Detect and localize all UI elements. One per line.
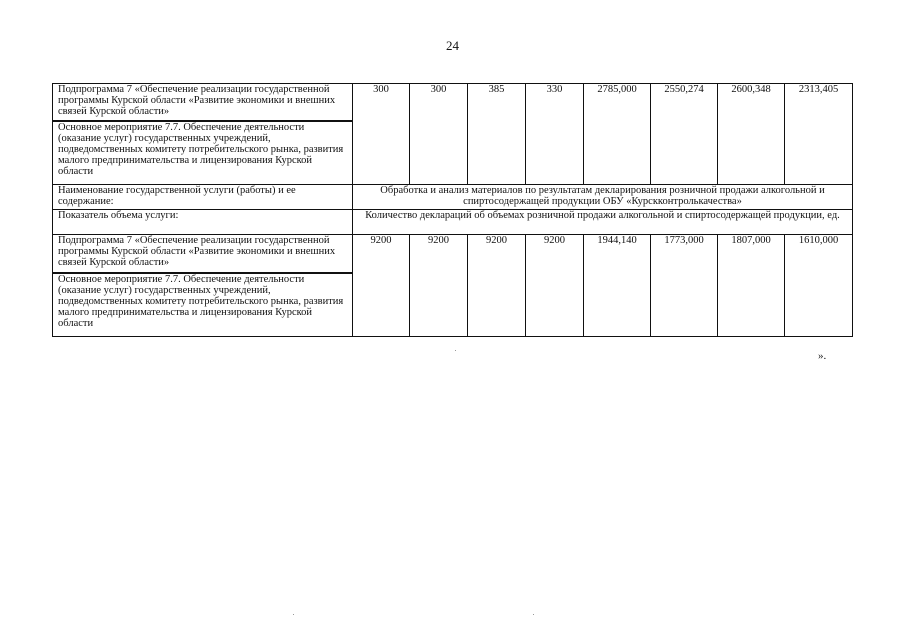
service-label: Наименование государственной услуги (работы) и ее содержание: [53, 185, 353, 210]
value-cell: 2785,000 [584, 84, 651, 185]
value-cell: 2550,274 [651, 84, 718, 185]
value-cell: 300 [353, 84, 410, 185]
value-cell: 2600,348 [718, 84, 785, 185]
value-cell: 385 [468, 84, 526, 185]
indicator-label: Показатель объема услуги: [53, 210, 353, 235]
page-number: 24 [446, 38, 459, 53]
value-cell: 9200 [353, 235, 410, 337]
scan-dot [293, 614, 294, 615]
value-cell: 1610,000 [785, 235, 853, 337]
service-table [52, 83, 853, 337]
closing-quote: ». [818, 350, 827, 362]
value-cell: 9200 [468, 235, 526, 337]
table-row [53, 210, 853, 235]
value-cell: 2313,405 [785, 84, 853, 185]
scan-dot [533, 614, 534, 615]
activity-label: Основное мероприятие 7.7. Обеспечение деятельности (оказание услуг) государственных учреждений, подведомственных комитету потребительского рынка, развития малого предпринимательства и лицензирования Курской области [53, 273, 353, 337]
table-row [53, 84, 853, 121]
value-cell: 1807,000 [718, 235, 785, 337]
indicator-value: Количество деклараций об объемах розничной продажи алкогольной и спиртосодержащей продукции, ед. [353, 210, 853, 235]
value-cell: 1944,140 [584, 235, 651, 337]
value-cell: 1773,000 [651, 235, 718, 337]
value-cell: 300 [410, 84, 468, 185]
table-row [53, 185, 853, 210]
value-cell: 330 [526, 84, 584, 185]
subprogram-label: Подпрограмма 7 «Обеспечение реализации государственной программы Курской области «Развитие экономики и внешних связей Курской области» [53, 235, 353, 273]
value-cell: 9200 [526, 235, 584, 337]
subprogram-label: Подпрограмма 7 «Обеспечение реализации государственной программы Курской области «Развитие экономики и внешних связей Курской области» [53, 84, 353, 121]
activity-label: Основное мероприятие 7.7. Обеспечение деятельности (оказание услуг) государственных учреждений, подведомственных комитету потребительского рынка, развития малого предпринимательства и лицензирования Курской области [53, 121, 353, 185]
table-row [53, 235, 853, 273]
scan-dot [455, 350, 456, 351]
service-value: Обработка и анализ материалов по результатам декларирования розничной продажи алкогольной и спиртосодержащей продукции ОБУ «Курскконтролькачества» [353, 185, 853, 210]
value-cell: 9200 [410, 235, 468, 337]
